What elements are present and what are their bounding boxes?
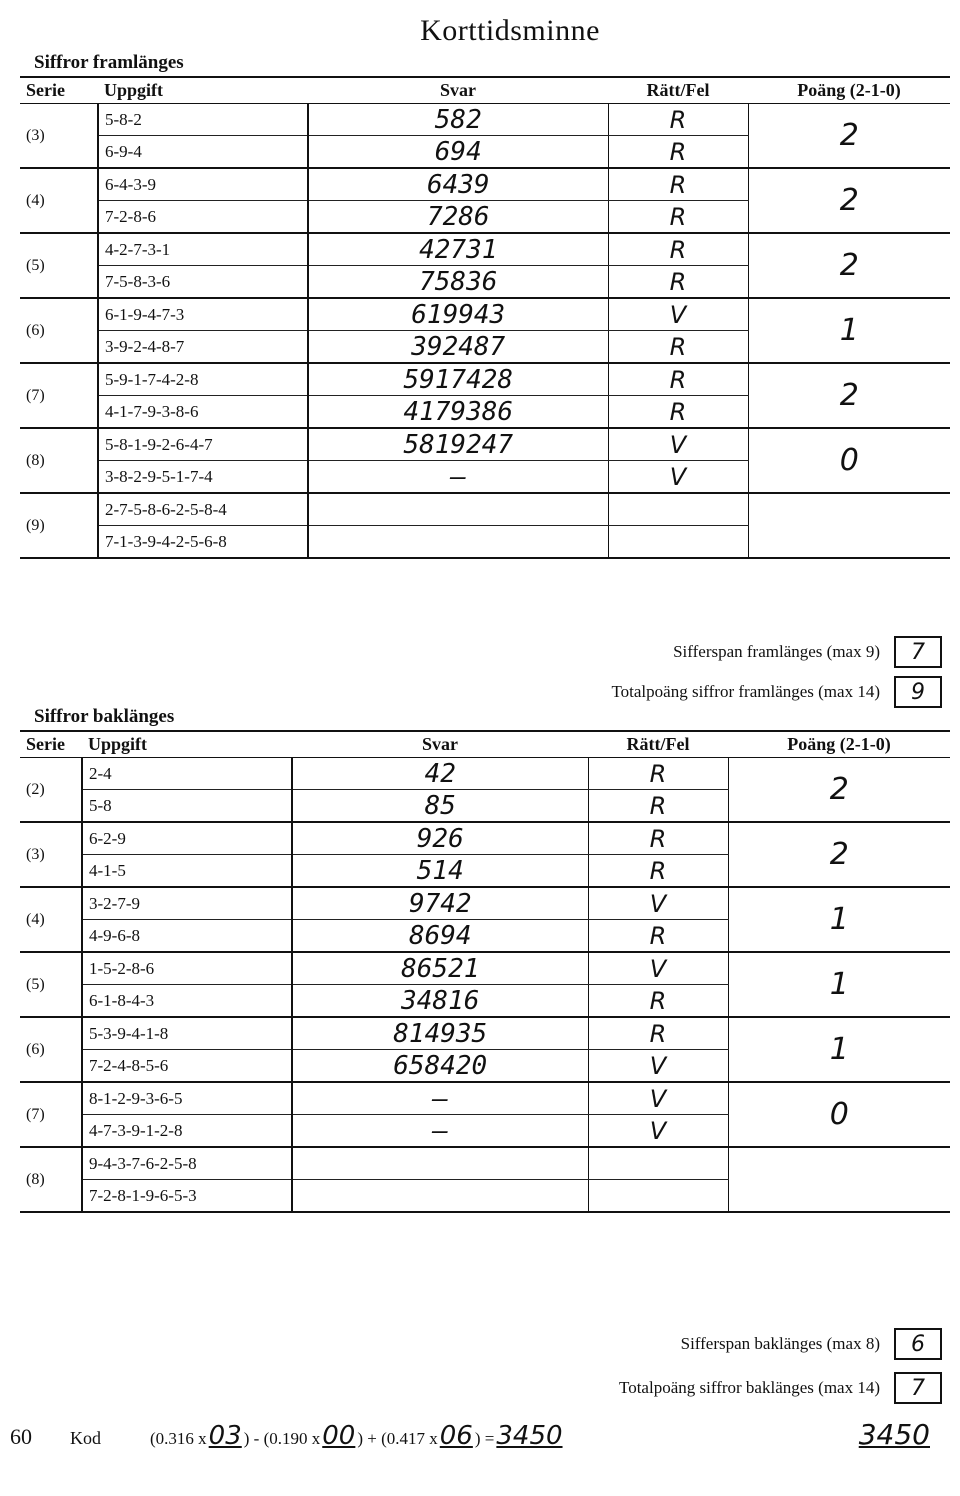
ratt-fel-cell: R [588, 758, 728, 790]
uppgift-cell: 1-5-2-8-6 [82, 952, 292, 985]
serie-cell: (6) [20, 1017, 82, 1082]
uppgift-cell: 9-4-3-7-6-2-5-8 [82, 1147, 292, 1180]
uppgift-cell: 7-5-8-3-6 [98, 266, 308, 299]
ratt-fel-cell: V [608, 461, 748, 494]
table-row [20, 1147, 950, 1180]
serie-cell: (3) [20, 104, 98, 169]
poang-cell: 0 [748, 428, 950, 493]
serie-cell: (7) [20, 1082, 82, 1147]
svar-cell [308, 526, 608, 559]
poang-cell: 2 [748, 104, 950, 169]
uppgift-cell: 2-4 [82, 758, 292, 790]
svar-cell: 6439 [308, 168, 608, 201]
ratt-fel-cell: V [608, 428, 748, 461]
serie-cell: (5) [20, 952, 82, 1017]
forward-section-title: Siffror framlänges [34, 52, 184, 73]
table-row [20, 822, 950, 855]
forward-section [20, 52, 950, 559]
ratt-fel-cell [608, 526, 748, 559]
poang-cell: 2 [748, 168, 950, 233]
backward-header-row [20, 731, 950, 758]
page-number: 60 [10, 1424, 32, 1449]
backward-section-title: Siffror baklänges [34, 706, 175, 727]
forward-header-row [20, 77, 950, 104]
kod-label: Kod [70, 1428, 101, 1448]
uppgift-cell: 5-9-1-7-4-2-8 [98, 363, 308, 396]
svar-cell: 4179386 [308, 396, 608, 429]
table-row [20, 887, 950, 920]
poang-cell: 1 [748, 298, 950, 363]
forward-span-box: 7 [894, 636, 942, 668]
formula-part-1: (0.316 x [150, 1429, 207, 1448]
ratt-fel-cell: R [588, 790, 728, 823]
svar-cell: 9742 [292, 887, 588, 920]
svar-cell: 514 [292, 855, 588, 888]
forward-table [20, 76, 950, 559]
header-serie: Serie [20, 77, 98, 104]
ratt-fel-cell: R [608, 266, 748, 299]
serie-cell: (3) [20, 822, 82, 887]
ratt-fel-cell: R [608, 168, 748, 201]
backward-span-summary [681, 1328, 942, 1360]
ratt-fel-cell: R [588, 985, 728, 1018]
serie-cell: (9) [20, 493, 98, 558]
uppgift-cell: 4-1-7-9-3-8-6 [98, 396, 308, 429]
table-row [20, 1017, 950, 1050]
backward-total-label: Totalpoäng siffror baklänges (max 14) [619, 1378, 880, 1397]
svar-cell: 619943 [308, 298, 608, 331]
forward-total-summary [611, 676, 942, 708]
uppgift-cell: 3-8-2-9-5-1-7-4 [98, 461, 308, 494]
table-row [20, 493, 950, 526]
ratt-fel-cell: V [588, 887, 728, 920]
backward-span-label: Sifferspan baklänges (max 8) [680, 1334, 880, 1353]
uppgift-cell: 5-8-1-9-2-6-4-7 [98, 428, 308, 461]
poang-cell: 1 [728, 887, 950, 952]
page-title: Korttidsminne [420, 14, 600, 47]
svar-cell: 8694 [292, 920, 588, 953]
svar-cell: 392487 [308, 331, 608, 364]
ratt-fel-cell: R [588, 822, 728, 855]
uppgift-cell: 6-9-4 [98, 136, 308, 169]
ratt-fel-cell: V [588, 1050, 728, 1083]
poang-cell: 1 [728, 1017, 950, 1082]
ratt-fel-cell: V [588, 952, 728, 985]
svar-cell: 5917428 [308, 363, 608, 396]
svar-cell: 7286 [308, 201, 608, 234]
table-row [20, 104, 950, 136]
ratt-fel-cell: V [588, 1082, 728, 1115]
ratt-fel-cell [608, 493, 748, 526]
poang-cell [748, 493, 950, 558]
svar-cell: 42 [292, 758, 588, 790]
uppgift-cell: 5-3-9-4-1-8 [82, 1017, 292, 1050]
serie-cell: (8) [20, 428, 98, 493]
table-row [20, 428, 950, 461]
backward-total-box: 7 [894, 1372, 942, 1404]
uppgift-cell: 4-9-6-8 [82, 920, 292, 953]
svar-cell [292, 1147, 588, 1180]
uppgift-cell: 6-4-3-9 [98, 168, 308, 201]
uppgift-cell: 7-2-8-1-9-6-5-3 [82, 1180, 292, 1213]
svar-cell: — [308, 461, 608, 494]
formula-value-1: 03 [208, 1421, 242, 1451]
svar-cell: 658420 [292, 1050, 588, 1083]
forward-total-label: Totalpoäng siffror framlänges (max 14) [611, 682, 880, 701]
svar-cell: 814935 [292, 1017, 588, 1050]
serie-cell: (7) [20, 363, 98, 428]
ratt-fel-cell [588, 1147, 728, 1180]
svar-cell [308, 493, 608, 526]
backward-total-summary [619, 1372, 942, 1404]
poang-cell: 2 [748, 233, 950, 298]
formula-result: 3450 [496, 1421, 563, 1451]
ratt-fel-cell: R [608, 104, 748, 136]
header-poang: Poäng (2-1-0) [748, 77, 950, 104]
svar-cell: — [292, 1082, 588, 1115]
serie-cell: (4) [20, 887, 82, 952]
formula-value-2: 00 [322, 1421, 356, 1451]
header-uppgift: Uppgift [98, 77, 308, 104]
serie-cell: (4) [20, 168, 98, 233]
ratt-fel-cell [588, 1180, 728, 1213]
poang-cell: 2 [728, 822, 950, 887]
table-row [20, 363, 950, 396]
uppgift-cell: 3-2-7-9 [82, 887, 292, 920]
table-row [20, 1082, 950, 1115]
svar-cell: 926 [292, 822, 588, 855]
forward-span-label: Sifferspan framlänges (max 9) [673, 642, 880, 661]
svar-cell: 694 [308, 136, 608, 169]
table-row [20, 758, 950, 790]
uppgift-cell: 4-1-5 [82, 855, 292, 888]
ratt-fel-cell: R [588, 855, 728, 888]
serie-cell: (6) [20, 298, 98, 363]
header-serie: Serie [20, 731, 82, 758]
uppgift-cell: 6-1-8-4-3 [82, 985, 292, 1018]
uppgift-cell: 5-8 [82, 790, 292, 823]
header-poang: Poäng (2-1-0) [728, 731, 950, 758]
header-ratt: Rätt/Fel [608, 77, 748, 104]
header-ratt: Rätt/Fel [588, 731, 728, 758]
forward-span-summary [673, 636, 942, 668]
uppgift-cell: 5-8-2 [98, 104, 308, 136]
forward-total-box: 9 [894, 676, 942, 708]
serie-cell: (5) [20, 233, 98, 298]
kod-formula-row [10, 1418, 950, 1458]
ratt-fel-cell: R [588, 1017, 728, 1050]
table-row [20, 168, 950, 201]
table-row [20, 952, 950, 985]
header-uppgift: Uppgift [82, 731, 292, 758]
svar-cell: 42731 [308, 233, 608, 266]
uppgift-cell: 7-2-4-8-5-6 [82, 1050, 292, 1083]
uppgift-cell: 2-7-5-8-6-2-5-8-4 [98, 493, 308, 526]
ratt-fel-cell: R [608, 331, 748, 364]
poang-cell: 1 [728, 952, 950, 1017]
backward-table [20, 730, 950, 1213]
serie-cell: (8) [20, 1147, 82, 1212]
formula-part-4: ) = [474, 1429, 495, 1448]
header-svar: Svar [308, 77, 608, 104]
serie-cell: (2) [20, 758, 82, 823]
svar-cell: 34816 [292, 985, 588, 1018]
poang-cell: 2 [748, 363, 950, 428]
ratt-fel-cell: V [588, 1115, 728, 1148]
uppgift-cell: 4-2-7-3-1 [98, 233, 308, 266]
ratt-fel-cell: V [608, 298, 748, 331]
ratt-fel-cell: R [588, 920, 728, 953]
svar-cell: 75836 [308, 266, 608, 299]
poang-cell [728, 1147, 950, 1212]
uppgift-cell: 8-1-2-9-3-6-5 [82, 1082, 292, 1115]
uppgift-cell: 3-9-2-4-8-7 [98, 331, 308, 364]
uppgift-cell: 6-1-9-4-7-3 [98, 298, 308, 331]
ratt-fel-cell: R [608, 233, 748, 266]
ratt-fel-cell: R [608, 396, 748, 429]
svar-cell: — [292, 1115, 588, 1148]
svar-cell [292, 1180, 588, 1213]
poang-cell: 2 [728, 758, 950, 823]
table-row [20, 298, 950, 331]
backward-section [20, 706, 950, 1213]
backward-span-box: 6 [894, 1328, 942, 1360]
formula-value-3: 06 [439, 1421, 473, 1451]
ratt-fel-cell: R [608, 201, 748, 234]
svar-cell: 582 [308, 104, 608, 136]
poang-cell: 0 [728, 1082, 950, 1147]
svar-cell: 85 [292, 790, 588, 823]
final-kod-value: 3450 [858, 1418, 930, 1451]
uppgift-cell: 6-2-9 [82, 822, 292, 855]
ratt-fel-cell: R [608, 363, 748, 396]
formula-part-2: ) - (0.190 x [243, 1429, 321, 1448]
uppgift-cell: 7-1-3-9-4-2-5-6-8 [98, 526, 308, 559]
uppgift-cell: 7-2-8-6 [98, 201, 308, 234]
ratt-fel-cell: R [608, 136, 748, 169]
uppgift-cell: 4-7-3-9-1-2-8 [82, 1115, 292, 1148]
header-svar: Svar [292, 731, 588, 758]
svar-cell: 86521 [292, 952, 588, 985]
table-row [20, 233, 950, 266]
svar-cell: 5819247 [308, 428, 608, 461]
formula-part-3: ) + (0.417 x [357, 1429, 438, 1448]
